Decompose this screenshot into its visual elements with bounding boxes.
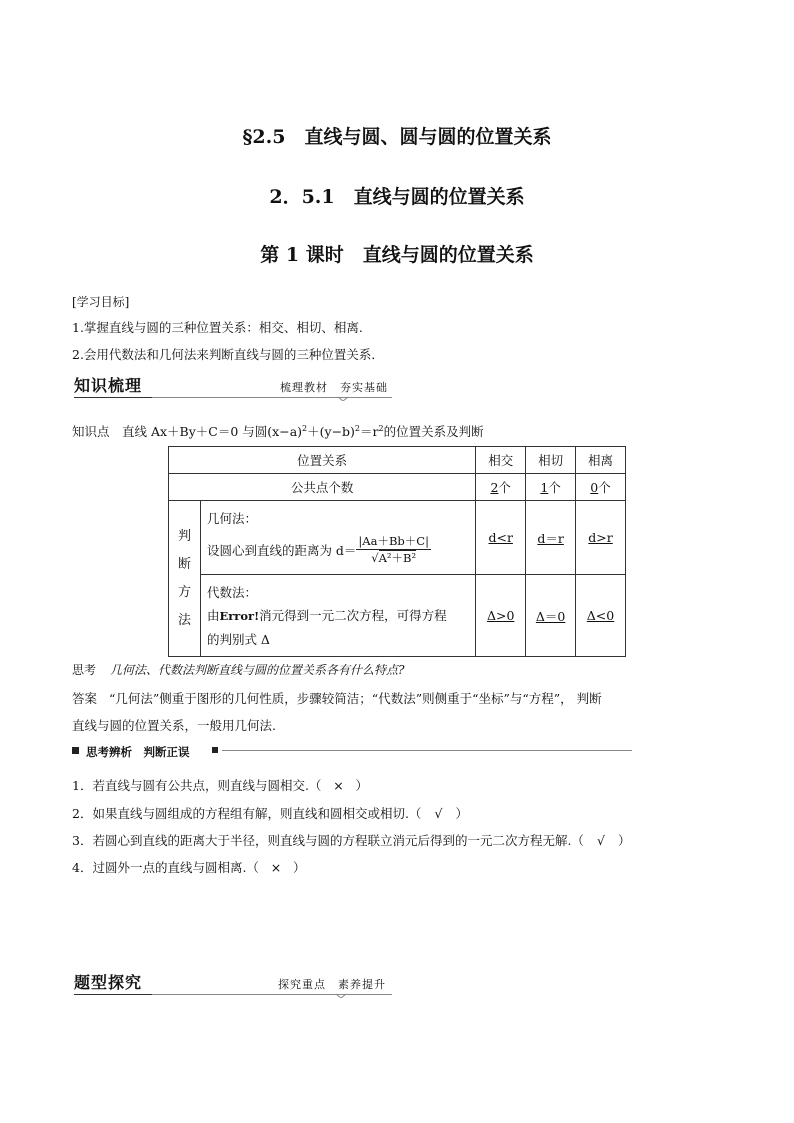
objective-item: 2.会用代数法和几何法来判断直线与圆的三种位置关系． (72, 347, 384, 362)
bullet-icon (72, 747, 79, 754)
tf-item: 1．若直线与圆有公共点，则直线与圆相交.（ × ） (72, 778, 368, 793)
think-answer: 答案 “几何法”侧重于图形的几何性质，步骤较简洁；“代数法”则侧重于“坐标”与“方程”， 判断 (72, 691, 602, 706)
table-header-row (169, 447, 626, 474)
section-header-explore (74, 970, 394, 996)
algebraic-method-cell: 代数法： 由Error!消元得到一元二次方程，可得方程 的判别式 Δ (200, 575, 475, 657)
count-cell: 2个 (476, 474, 526, 501)
section-subtitle: 探究重点 素养提升 (278, 978, 386, 991)
distance-fraction: $\frac{|Aa+Bb+C|}{\text{√A²＋B²}}$ (358, 534, 429, 565)
count-cell: 0个 (576, 474, 626, 501)
notch-icon (338, 391, 348, 401)
knowledge-point: 知识点 直线 Ax＋By＋C＝0 与圆$(x-a)^2+(y-b)^2=r^2$的位置关系及判断 (72, 423, 484, 439)
table-header-cell: 相切 (526, 447, 576, 474)
table-row (169, 501, 626, 575)
geometric-value: d<r (476, 501, 526, 575)
bullet-icon (212, 747, 218, 753)
divider (222, 750, 632, 751)
judge-method-label: 判 断 方 法 (169, 501, 201, 657)
tf-section-header (72, 744, 632, 758)
tf-item: 2．如果直线与圆组成的方程组有解，则直线和圆相交或相切.（ √ ） (72, 806, 468, 821)
table-header-cell: 相离 (576, 447, 626, 474)
row-label: 公共点个数 (169, 474, 476, 501)
section-label: 题型探究 (74, 973, 143, 992)
algebraic-value: Δ<0 (576, 575, 626, 657)
table-row (169, 474, 626, 501)
think-question: 思考 几何法、代数法判断直线与圆的位置关系各有什么特点? (72, 663, 405, 677)
geometric-method-cell: 几何法： 设圆心到直线的距离为 d＝ $\frac{|Aa+Bb+C|}{\text{√A²＋B²}}$ (200, 501, 475, 575)
objective-item: 1.掌握直线与圆的三种位置关系：相交、相切、相离. (72, 320, 363, 335)
lesson-title: 第 1 课时 直线与圆的位置关系 (260, 244, 534, 266)
table-header-cell: 相交 (476, 447, 526, 474)
section-title: §2.5 直线与圆、圆与圆的位置关系 (242, 126, 552, 148)
table-row (169, 575, 626, 657)
geometric-value: d＝r (526, 501, 576, 575)
notch-icon (336, 988, 346, 998)
section-subtitle: 梳理教材 夯实基础 (280, 381, 388, 394)
table-header-cell: 位置关系 (169, 447, 476, 474)
algebraic-value: Δ>0 (476, 575, 526, 657)
relation-table (168, 446, 626, 657)
geometric-value: d>r (576, 501, 626, 575)
tf-item: 3．若圆心到直线的距离大于半径，则直线与圆的方程联立消元后得到的一元二次方程无解.（ √ ） (72, 833, 631, 848)
section-header-knowledge (74, 373, 394, 399)
objectives-heading: [学习目标] (72, 295, 130, 309)
section-label: 知识梳理 (74, 376, 143, 395)
subsection-title: 2．5.1 直线与圆的位置关系 (269, 186, 525, 208)
algebraic-value: Δ＝0 (526, 575, 576, 657)
think-answer-line2: 直线与圆的位置关系，一般用几何法. (72, 718, 276, 733)
tf-heading: 思考辨析 判断正误 (86, 745, 190, 759)
count-cell: 1个 (526, 474, 576, 501)
tf-item: 4．过圆外一点的直线与圆相离.（ × ） (72, 860, 306, 875)
